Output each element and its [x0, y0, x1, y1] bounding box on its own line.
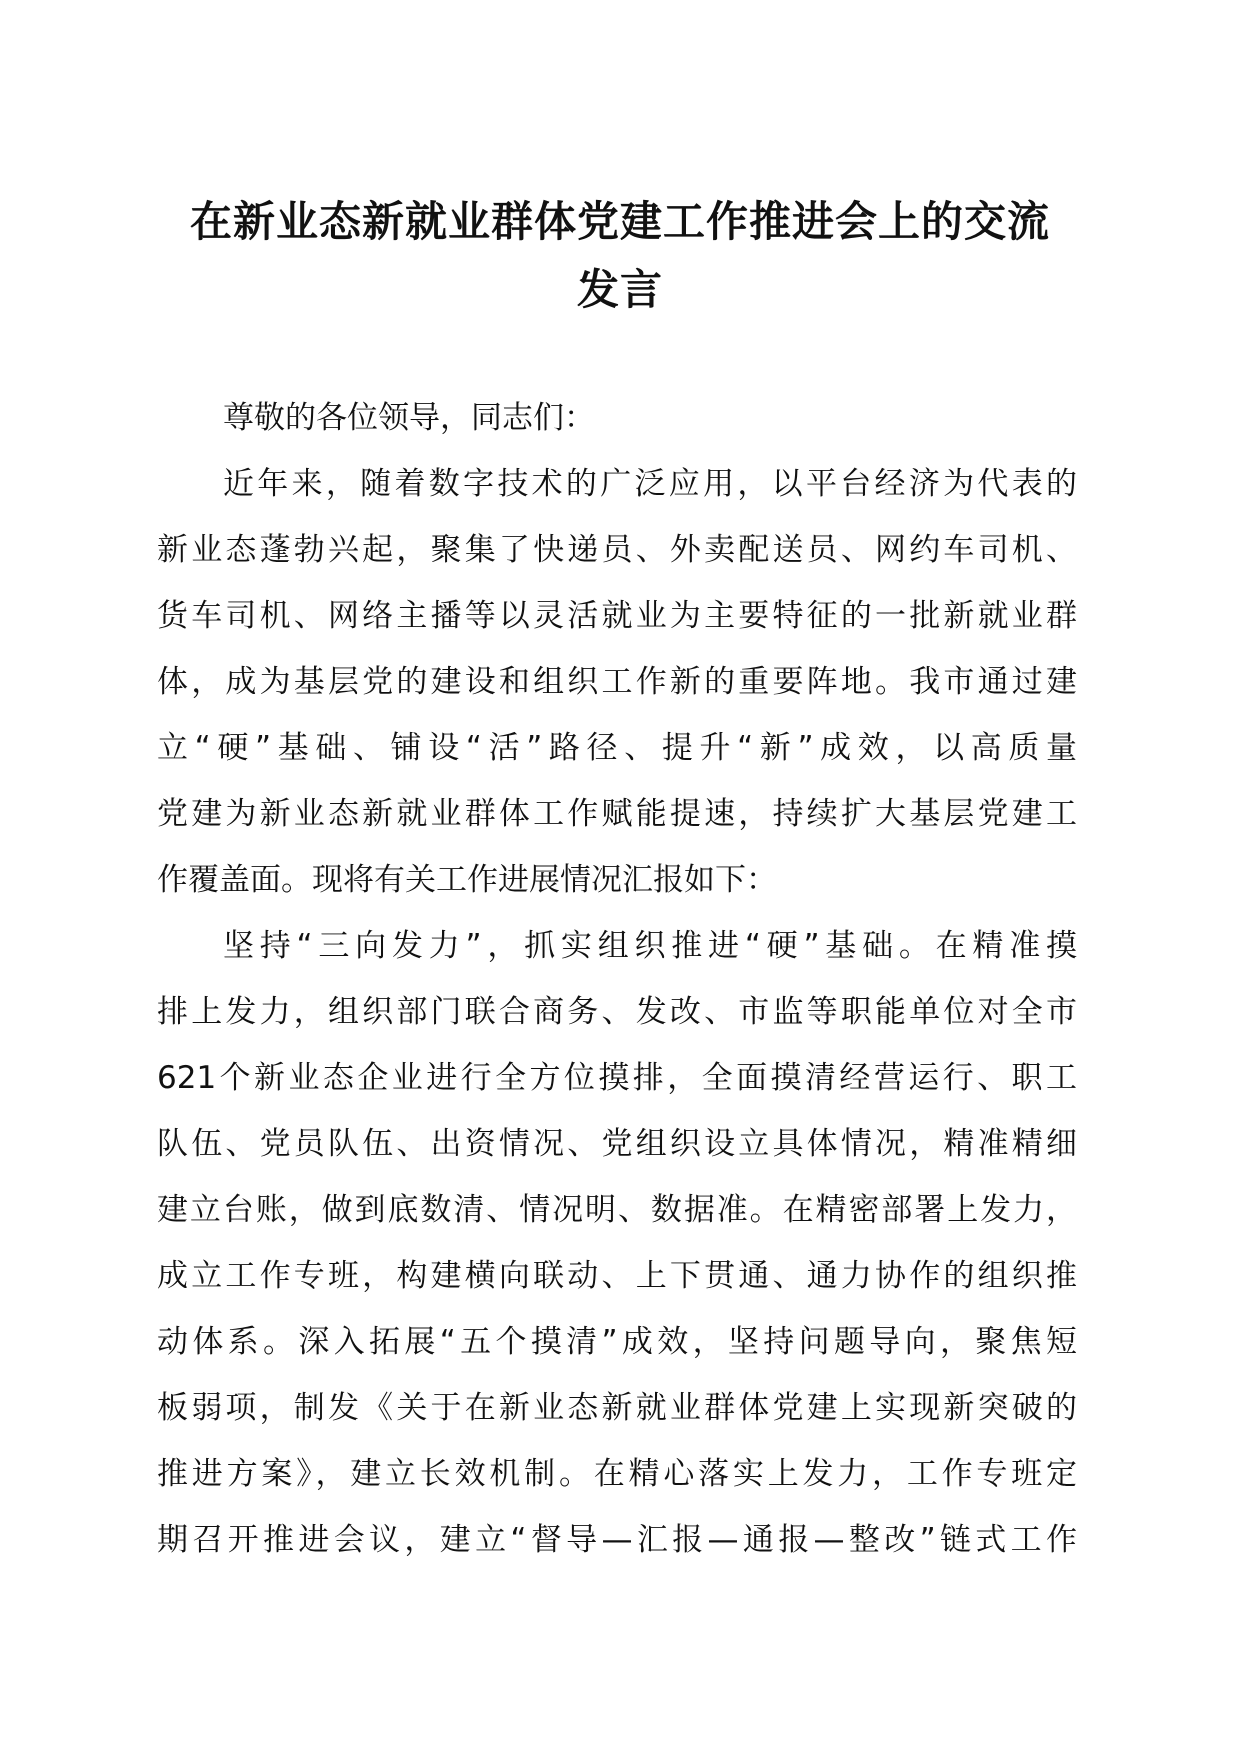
- paragraph-line: 队伍、党员队伍、出资情况、党组织设立具体情况，精准精细: [157, 1126, 1077, 1162]
- paragraph-line: 近年来，随着数字技术的广泛应用，以平台经济为代表的: [223, 466, 1077, 502]
- document-body: [157, 385, 1077, 1573]
- paragraph-line: 板弱项，制发《关于在新业态新就业群体党建上实现新突破的: [157, 1390, 1077, 1426]
- paragraph-line: 推进方案》，建立长效机制。在精心落实上发力，工作专班定: [157, 1456, 1077, 1492]
- title-line: 在新业态新就业群体党建工作推进会上的交流: [189, 197, 1050, 246]
- paragraph-line: 建立台账，做到底数清、情况明、数据准。在精密部署上发力，: [157, 1192, 1077, 1228]
- paragraph-line: 坚持“三向发力”，抓实组织推进“硬”基础。在精准摸: [223, 928, 1077, 964]
- title-line: 发言: [576, 265, 663, 314]
- paragraph-line: 动体系。深入拓展“五个摸清”成效，坚持问题导向，聚焦短: [157, 1324, 1077, 1360]
- paragraph-line: 排上发力，组织部门联合商务、发改、市监等职能单位对全市: [157, 994, 1077, 1030]
- paragraph-line: 成立工作专班，构建横向联动、上下贯通、通力协作的组织推: [157, 1258, 1077, 1294]
- salutation: 尊敬的各位领导，同志们：: [223, 400, 595, 436]
- paragraph-1: [157, 451, 1077, 913]
- paragraph-line: 党建为新业态新就业群体工作赋能提速，持续扩大基层党建工: [157, 796, 1077, 832]
- document-title: [150, 188, 1090, 324]
- paragraph-line: 体，成为基层党的建设和组织工作新的重要阵地。我市通过建: [157, 664, 1077, 700]
- paragraph-line: 作覆盖面。现将有关工作进展情况汇报如下：: [157, 862, 777, 898]
- paragraph-line: 立“硬”基础、铺设“活”路径、提升“新”成效，以高质量: [157, 730, 1077, 766]
- paragraph-line: 621个新业态企业进行全方位摸排，全面摸清经营运行、职工: [157, 1060, 1077, 1096]
- paragraph-line: 期召开推进会议，建立“督导—汇报—通报—整改”链式工作: [157, 1522, 1077, 1558]
- paragraph-2: [157, 913, 1077, 1573]
- paragraph-line: 新业态蓬勃兴起，聚集了快递员、外卖配送员、网约车司机、: [157, 532, 1077, 568]
- paragraph-line: 货车司机、网络主播等以灵活就业为主要特征的一批新就业群: [157, 598, 1077, 634]
